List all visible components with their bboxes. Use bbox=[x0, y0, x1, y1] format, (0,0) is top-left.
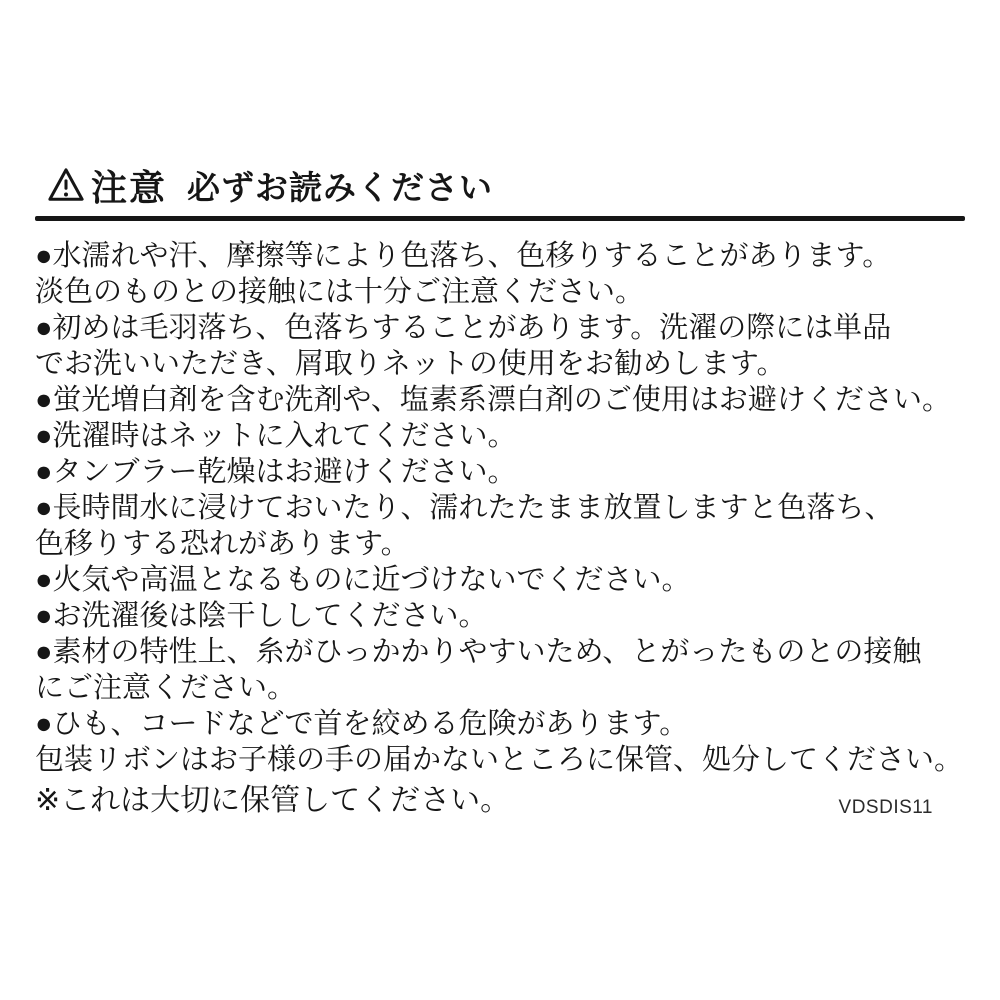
footer bbox=[35, 781, 965, 821]
caution-header bbox=[35, 163, 965, 207]
notice-list bbox=[35, 238, 965, 778]
warning-triangle-icon bbox=[47, 167, 85, 203]
notice-line: 包装リボンはお子様の手の届かないところに保管、処分してください。 bbox=[35, 744, 964, 776]
notice-line: でお洗いいただき、屑取りネットの使用をお勧めします。 bbox=[35, 348, 786, 380]
notice-line: ●洗濯時はネットに入れてください。 bbox=[35, 420, 517, 452]
notice-line: ●ひも、コードなどで首を絞める危険があります。 bbox=[35, 708, 689, 740]
notice-line: 淡色のものとの接触には十分ご注意ください。 bbox=[35, 276, 645, 308]
caution-subtitle: 必ずお読みください bbox=[187, 168, 494, 206]
notice-line: にご注意ください。 bbox=[35, 672, 297, 704]
notice-line: ●初めは毛羽落ち、色落ちすることがあります。洗濯の際には単品 bbox=[35, 312, 892, 344]
notice-line: ●水濡れや汗、摩擦等により色落ち、色移りすることがあります。 bbox=[35, 240, 892, 272]
notice-line: ●火気や高温となるものに近づけないでください。 bbox=[35, 564, 691, 596]
header-divider bbox=[35, 216, 965, 221]
notice-line: ●蛍光増白剤を含む洗剤や、塩素系漂白剤のご使用はお避けください。 bbox=[35, 384, 951, 416]
notice-line: ●素材の特性上、糸がひっかかりやすいため、とがったものとの接触 bbox=[35, 636, 922, 668]
label-code: VDSDIS11 bbox=[838, 797, 933, 818]
keep-this-note: ※これは大切に保管してください。 bbox=[35, 784, 511, 817]
notice-line: ●お洗濯後は陰干ししてください。 bbox=[35, 600, 488, 632]
notice-line: ●タンブラー乾燥はお避けください。 bbox=[35, 456, 517, 488]
notice-line: ●長時間水に浸けておいたり、濡れたたまま放置しますと色落ち、 bbox=[35, 492, 894, 524]
notice-line: 色移りする恐れがあります。 bbox=[35, 528, 410, 560]
caution-title: 注意 bbox=[91, 166, 168, 208]
